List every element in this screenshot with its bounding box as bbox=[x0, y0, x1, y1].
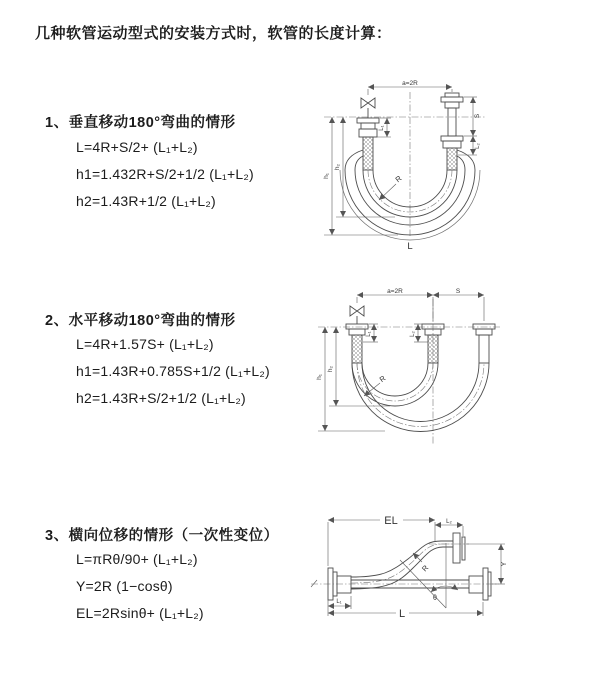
hose-s-curve bbox=[351, 541, 469, 608]
valve-icon bbox=[350, 306, 364, 324]
dim-l1-label: L₁ bbox=[379, 125, 385, 131]
centerlines bbox=[324, 92, 486, 236]
dim-a2r-label: a=2R bbox=[402, 80, 418, 87]
dim-s-label: S bbox=[474, 113, 481, 119]
dim-l-label: L bbox=[398, 608, 406, 620]
section-1-formula-l: L=4R+S/2+ (L₁+L₂) bbox=[76, 139, 198, 155]
valve-icon bbox=[361, 98, 375, 118]
lateral-displacement-diagram bbox=[303, 498, 600, 660]
section-1-heading: 1、垂直移动180°弯曲的情形 bbox=[45, 115, 236, 131]
dim-l2-label: L₂ bbox=[475, 143, 481, 149]
dim-s-label: S bbox=[455, 288, 461, 295]
section-1-formula-h1: h1=1.432R+S/2+1/2 (L₁+L₂) bbox=[76, 166, 254, 182]
dim-l1-label: L₁ bbox=[366, 331, 372, 337]
section-2-formula-l: L=4R+1.57S+ (L₁+L₂) bbox=[76, 336, 214, 352]
dim-h1-label: h₁ bbox=[316, 374, 323, 380]
right-hose-fitting bbox=[441, 93, 463, 170]
section-2-formula-h1: h1=1.43R+0.785S+1/2 (L₁+L₂) bbox=[76, 363, 270, 379]
dimension-lines bbox=[318, 295, 484, 431]
section-1-formula-h2: h2=1.43R+1/2 (L₁+L₂) bbox=[76, 193, 216, 209]
radius-label: R bbox=[393, 173, 404, 185]
dimension-labels bbox=[316, 288, 461, 384]
section-2-heading: 2、水平移动180°弯曲的情形 bbox=[45, 313, 236, 329]
section-3-heading: 3、横向位移的情形（一次性变位） bbox=[45, 528, 279, 544]
radius-label: R bbox=[420, 563, 431, 574]
dim-h2-label: h₂ bbox=[334, 163, 341, 171]
dim-y-label: Y bbox=[501, 561, 508, 567]
hose-u-bend bbox=[352, 363, 489, 432]
radius-label: R bbox=[377, 373, 388, 385]
dim-a2r-label: a=2R bbox=[387, 288, 403, 295]
hose-fittings bbox=[346, 324, 495, 363]
left-hose-fitting bbox=[357, 118, 379, 170]
section-2-formula-h2: h2=1.43R+S/2+1/2 (L₁+L₂) bbox=[76, 390, 246, 406]
section-3-formula-l: L=πRθ/90+ (L₁+L₂) bbox=[76, 551, 198, 567]
page-title: 几种软管运动型式的安装方式时，软管的长度计算： bbox=[35, 25, 392, 42]
theta-label: θ bbox=[433, 595, 437, 602]
dim-l2-label: L₂ bbox=[410, 331, 416, 337]
dim-h2-label: h₂ bbox=[327, 365, 334, 373]
section-3-formula-y: Y=2R (1−cosθ) bbox=[76, 578, 173, 594]
dimension-labels bbox=[336, 514, 508, 620]
dim-el-label: EL bbox=[384, 515, 398, 527]
dim-l2-label: L₂ bbox=[446, 519, 452, 525]
centerlines bbox=[318, 299, 502, 445]
centerline-break-mark bbox=[311, 580, 317, 587]
horizontal-180-bend-diagram bbox=[310, 283, 600, 455]
dim-h1-label: h₁ bbox=[323, 173, 330, 179]
angle-arc bbox=[431, 586, 446, 592]
section-3-formula-el: EL=2Rsinθ+ (L₁+L₂) bbox=[76, 605, 204, 621]
length-label: L bbox=[407, 241, 413, 252]
vertical-180-bend-diagram bbox=[310, 78, 590, 254]
upper-flange-fitting bbox=[453, 533, 465, 563]
dim-l1-label: L₁ bbox=[336, 599, 342, 605]
dimension-lines bbox=[328, 520, 505, 616]
